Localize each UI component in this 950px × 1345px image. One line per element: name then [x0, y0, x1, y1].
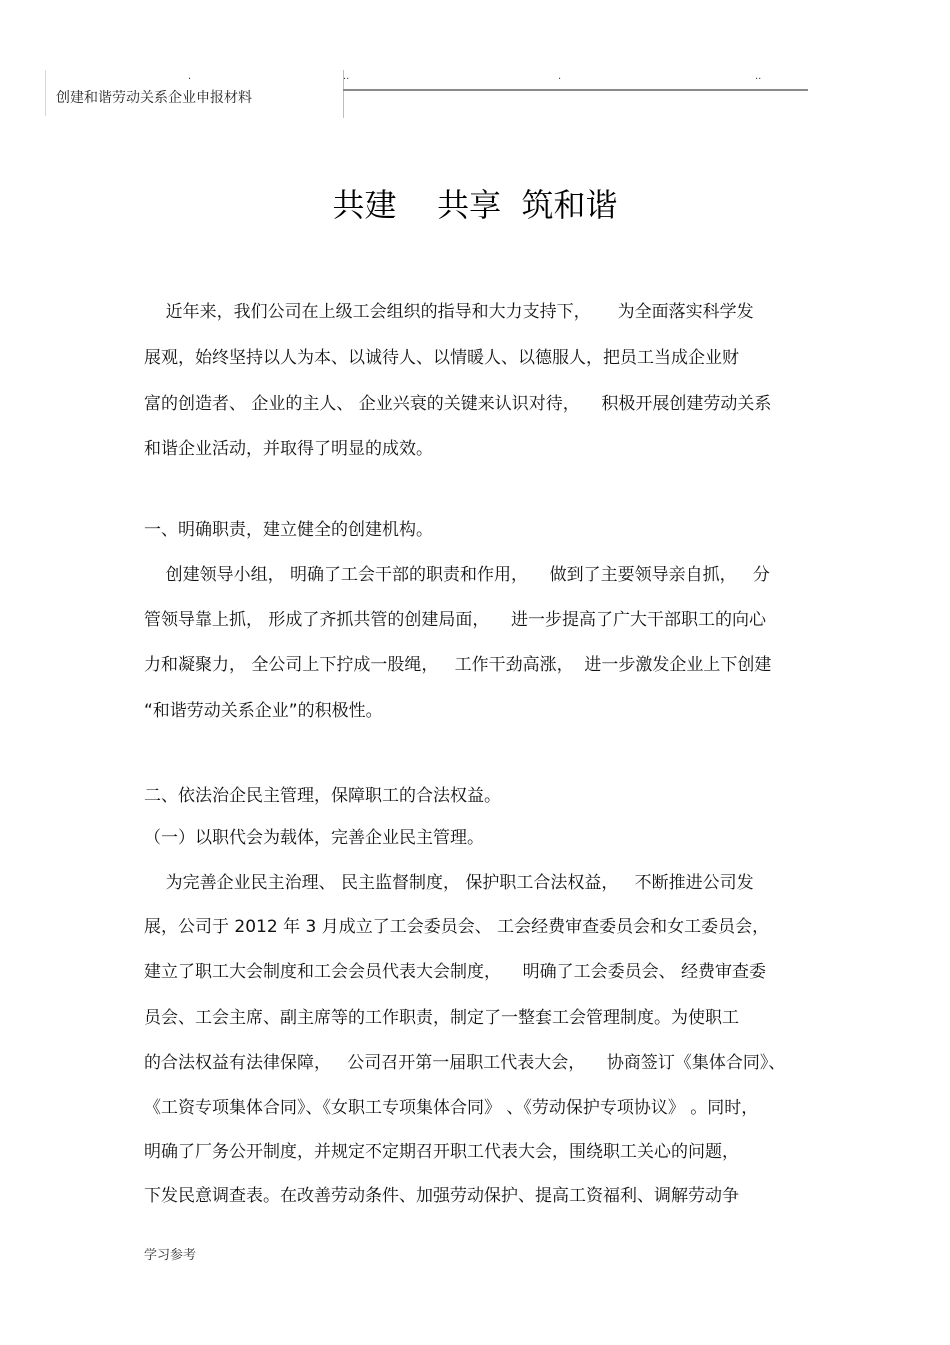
paragraph-line: 下发民意调查表。在改善劳动条件、加强劳动保护、提高工资福利、调解劳动争: [144, 1186, 739, 1206]
paragraph-line: 明确了厂务公开制度，并规定不定期召开职工代表大会，围绕职工关心的问题，: [144, 1142, 739, 1162]
paragraph-line: 近年来，我们公司在上级工会组织的指导和大力支持下， 为全面落实科学发: [144, 302, 754, 322]
section-heading: 二、依法治企民主管理，保障职工的合法权益。: [144, 786, 501, 806]
header-rule: [343, 89, 808, 91]
header-dot: ..: [343, 71, 350, 82]
paragraph-line: 建立了职工大会制度和工会会员代表大会制度， 明确了工会委员会、 经费审查委: [144, 962, 767, 982]
subsection-heading: （一）以职代会为载体，完善企业民主管理。: [144, 828, 484, 848]
paragraph-line: “和谐劳动关系企业”的积极性。: [144, 701, 383, 721]
header-dot: ..: [755, 71, 762, 82]
paragraph-line: 为完善企业民主治理、 民主监督制度， 保护职工合法权益， 不断推进公司发: [144, 873, 754, 893]
paragraph-line: 富的创造者、 企业的主人、 企业兴衰的关键来认识对待， 积极开展创建劳动关系: [144, 394, 772, 414]
paragraph-line: 展观，始终坚持以人为本、以诚待人、以情暖人、以德服人，把员工当成企业财: [144, 348, 739, 368]
header-dot: .: [188, 71, 192, 82]
header-doc-label: 创建和谐劳动关系企业申报材料: [56, 90, 252, 106]
header-dot: .: [558, 71, 562, 82]
paragraph-line: 力和凝聚力， 全公司上下拧成一股绳， 工作干劲高涨， 进一步激发企业上下创建: [144, 655, 772, 675]
paragraph-line: 员会、工会主席、副主席等的工作职责，制定了一整套工会管理制度。为使职工: [144, 1008, 739, 1028]
document-title: 共建 共享 筑和谐: [332, 186, 618, 224]
section-heading: 一、明确职责，建立健全的创建机构。: [144, 520, 433, 540]
header-left-rule: [45, 70, 46, 116]
paragraph-line: 创建领导小组， 明确了工会干部的职责和作用， 做到了主要领导亲自抓， 分: [144, 565, 770, 585]
paragraph-line: 《工资专项集体合同》、《女职工专项集体合同》 、《劳动保护专项协议》 。同时，: [144, 1098, 759, 1118]
footer-label: 学习参考: [144, 1248, 197, 1263]
paragraph-line: 管领导靠上抓， 形成了齐抓共管的创建局面， 进一步提高了广大干部职工的向心: [144, 610, 767, 630]
paragraph-line: 的合法权益有法律保障， 公司召开第一届职工代表大会， 协商签订《集体合同》、: [144, 1053, 786, 1073]
paragraph-line: 展，公司于 2012 年 3 月成立了工会委员会、 工会经费审查委员会和女工委员会，: [144, 917, 770, 937]
paragraph-line: 和谐企业活动，并取得了明显的成效。: [144, 439, 433, 459]
